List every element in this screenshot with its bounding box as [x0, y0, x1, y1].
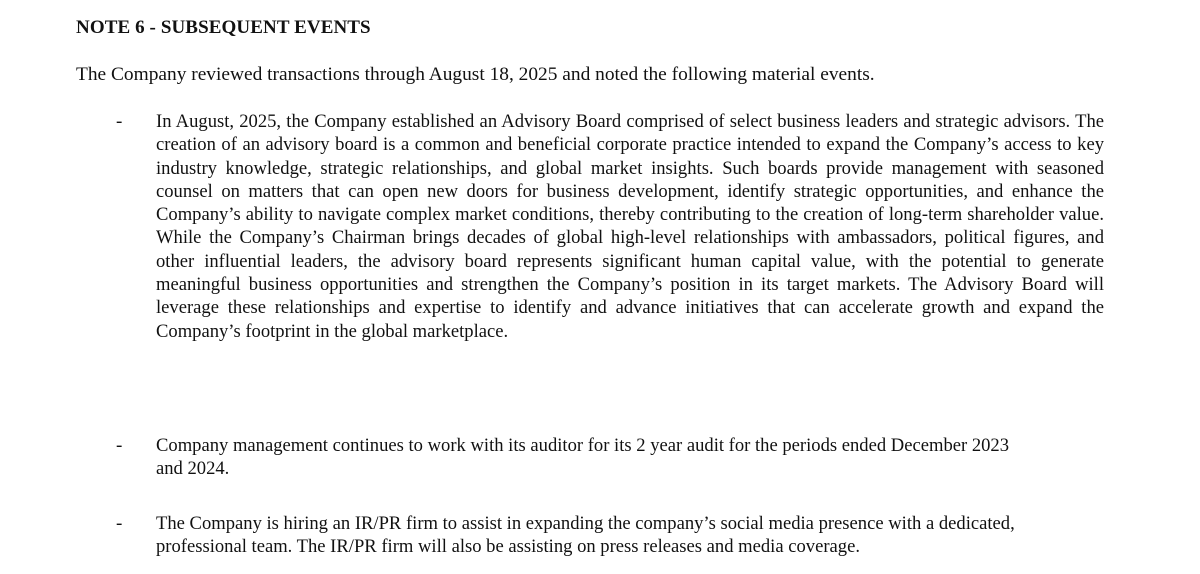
note-heading: NOTE 6 - SUBSEQUENT EVENTS	[76, 17, 371, 38]
item-text-advisory-board: In August, 2025, the Company established an Advisory Board comprised of select business leaders and strategic advisors. The creation of an advisory board is a common and beneficial corporate practice intended to expand the Company’s access to key industry knowledge, strategic relationships, and global market insights. Such boards provide management with seasoned counsel on matters that can open new doors for business development, identify strategic opportunities, and enhance the Company’s ability to navigate complex market conditions, thereby contributing to the creation of long-term shareholder value. While the Company’s Chairman brings decades of global high-level relationships with ambassadors, political figures, and other influential leaders, the advisory board represents significant human capital value, with the potential to generate meaningful business opportunities and strengthen the Company’s position in its target markets. The Advisory Board will leverage these relationships and expertise to identify and advance initiatives that can accelerate growth and expand the Company’s footprint in the global marketplace.	[156, 111, 1104, 342]
intro-paragraph: The Company reviewed transactions through August 18, 2025 and noted the following material events.	[76, 64, 875, 85]
item-text-ir-pr-firm: The Company is hiring an IR/PR firm to assist in expanding the company’s social media presence with a dedicated, professional team. The IR/PR firm will also be assisting on press releases and media coverage.	[156, 513, 1015, 558]
bullet-dash: -	[116, 435, 123, 456]
item-text-audit: Company management continues to work with its auditor for its 2 year audit for the periods ended December 2023 and 2024.	[156, 435, 1010, 480]
bullet-dash: -	[116, 513, 123, 534]
bullet-dash: -	[116, 111, 123, 132]
